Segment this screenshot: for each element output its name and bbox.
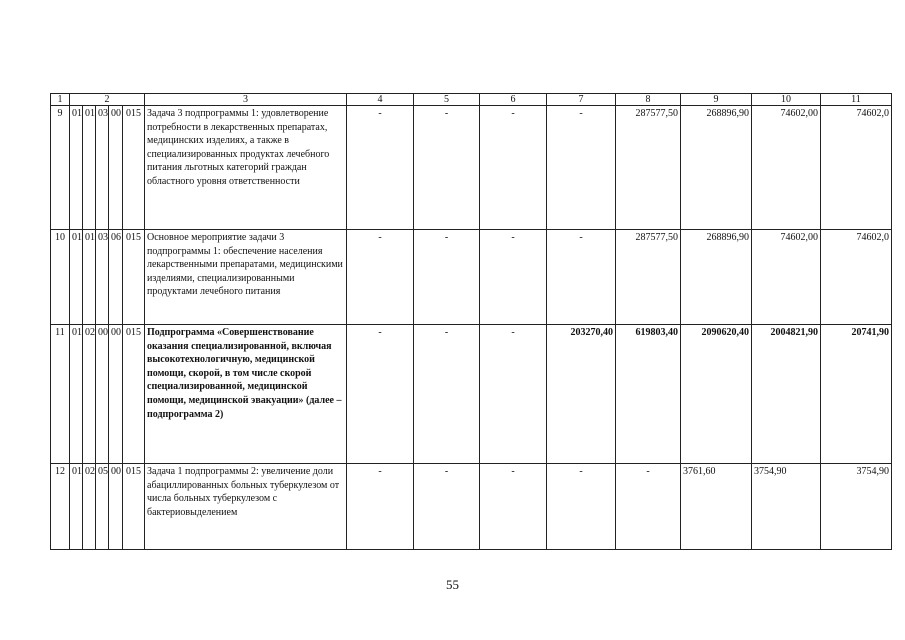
description-cell: Подпрограмма «Совершенствование оказания специализированной, включая высокотехнологичную, медицинской помощи, скорой, в том числе скорой специализированной, медицинской помощи, медицинской эвакуации» (далее – подпрограмма 2) xyxy=(145,325,347,464)
value-cell: 2004821,90 xyxy=(752,325,821,464)
value-cell: - xyxy=(414,464,480,550)
value-cell: - xyxy=(616,464,681,550)
value-cell: 74602,00 xyxy=(752,230,821,325)
budget-table xyxy=(50,93,892,550)
table-row xyxy=(51,325,892,464)
value-cell: 3761,60 xyxy=(681,464,752,550)
value-cell: - xyxy=(414,106,480,230)
code-cell: 02 xyxy=(83,464,96,550)
value-cell: - xyxy=(414,325,480,464)
code-cell: 015 xyxy=(123,464,145,550)
header-cell: 9 xyxy=(681,94,752,106)
code-cell: 00 xyxy=(96,325,109,464)
value-cell: - xyxy=(480,325,547,464)
header-cell: 1 xyxy=(51,94,70,106)
value-cell: - xyxy=(547,464,616,550)
description-cell: Задача 3 подпрограммы 1: удовлетворение потребности в лекарственных препаратах, медицинских изделиях, а также в специализированных продуктах лечебного питания льготных категорий граждан областного уровня ответственности xyxy=(145,106,347,230)
code-cell: 05 xyxy=(96,464,109,550)
code-cell: 06 xyxy=(109,230,123,325)
value-cell: 268896,90 xyxy=(681,230,752,325)
value-cell: 287577,50 xyxy=(616,230,681,325)
value-cell: 619803,40 xyxy=(616,325,681,464)
code-cell: 03 xyxy=(96,230,109,325)
table-row xyxy=(51,464,892,550)
header-cell: 10 xyxy=(752,94,821,106)
code-cell: 01 xyxy=(70,325,83,464)
value-cell: - xyxy=(347,106,414,230)
value-cell: - xyxy=(347,230,414,325)
header-cell: 3 xyxy=(145,94,347,106)
code-cell: 01 xyxy=(70,464,83,550)
code-cell: 00 xyxy=(109,464,123,550)
code-cell: 015 xyxy=(123,325,145,464)
value-cell: 74602,0 xyxy=(821,106,892,230)
value-cell: - xyxy=(414,230,480,325)
value-cell: - xyxy=(347,464,414,550)
code-cell: 01 xyxy=(83,230,96,325)
header-cell: 8 xyxy=(616,94,681,106)
code-cell: 00 xyxy=(109,106,123,230)
code-cell: 015 xyxy=(123,230,145,325)
code-cell: 015 xyxy=(123,106,145,230)
code-cell: 01 xyxy=(70,230,83,325)
header-cell: 2 xyxy=(70,94,145,106)
table-row xyxy=(51,230,892,325)
code-cell: 02 xyxy=(83,325,96,464)
code-cell: 03 xyxy=(96,106,109,230)
value-cell: 20741,90 xyxy=(821,325,892,464)
value-cell: - xyxy=(480,464,547,550)
header-cell: 11 xyxy=(821,94,892,106)
row-number: 9 xyxy=(51,106,70,230)
description-cell: Задача 1 подпрограммы 2: увеличение доли абациллированных больных туберкулезом от числа больных туберкулезом с бактериовыделением xyxy=(145,464,347,550)
value-cell: 74602,00 xyxy=(752,106,821,230)
description-cell: Основное мероприятие задачи 3 подпрограммы 1: обеспечение населения лекарственными препаратами, медицинскими изделиями, специализированными продуктами лечебного питания xyxy=(145,230,347,325)
header-cell: 5 xyxy=(414,94,480,106)
value-cell: - xyxy=(480,106,547,230)
value-cell: 3754,90 xyxy=(821,464,892,550)
value-cell: 3754,90 xyxy=(752,464,821,550)
value-cell: - xyxy=(547,106,616,230)
value-cell: - xyxy=(347,325,414,464)
table-header-row xyxy=(51,94,892,106)
value-cell: 268896,90 xyxy=(681,106,752,230)
row-number: 12 xyxy=(51,464,70,550)
header-cell: 6 xyxy=(480,94,547,106)
header-cell: 4 xyxy=(347,94,414,106)
code-cell: 01 xyxy=(83,106,96,230)
header-cell: 7 xyxy=(547,94,616,106)
page-number: 55 xyxy=(446,577,459,592)
code-cell: 00 xyxy=(109,325,123,464)
value-cell: 74602,0 xyxy=(821,230,892,325)
value-cell: - xyxy=(547,230,616,325)
value-cell: 2090620,40 xyxy=(681,325,752,464)
value-cell: 203270,40 xyxy=(547,325,616,464)
value-cell: 287577,50 xyxy=(616,106,681,230)
value-cell: - xyxy=(480,230,547,325)
table-row xyxy=(51,106,892,230)
row-number: 11 xyxy=(51,325,70,464)
row-number: 10 xyxy=(51,230,70,325)
code-cell: 01 xyxy=(70,106,83,230)
